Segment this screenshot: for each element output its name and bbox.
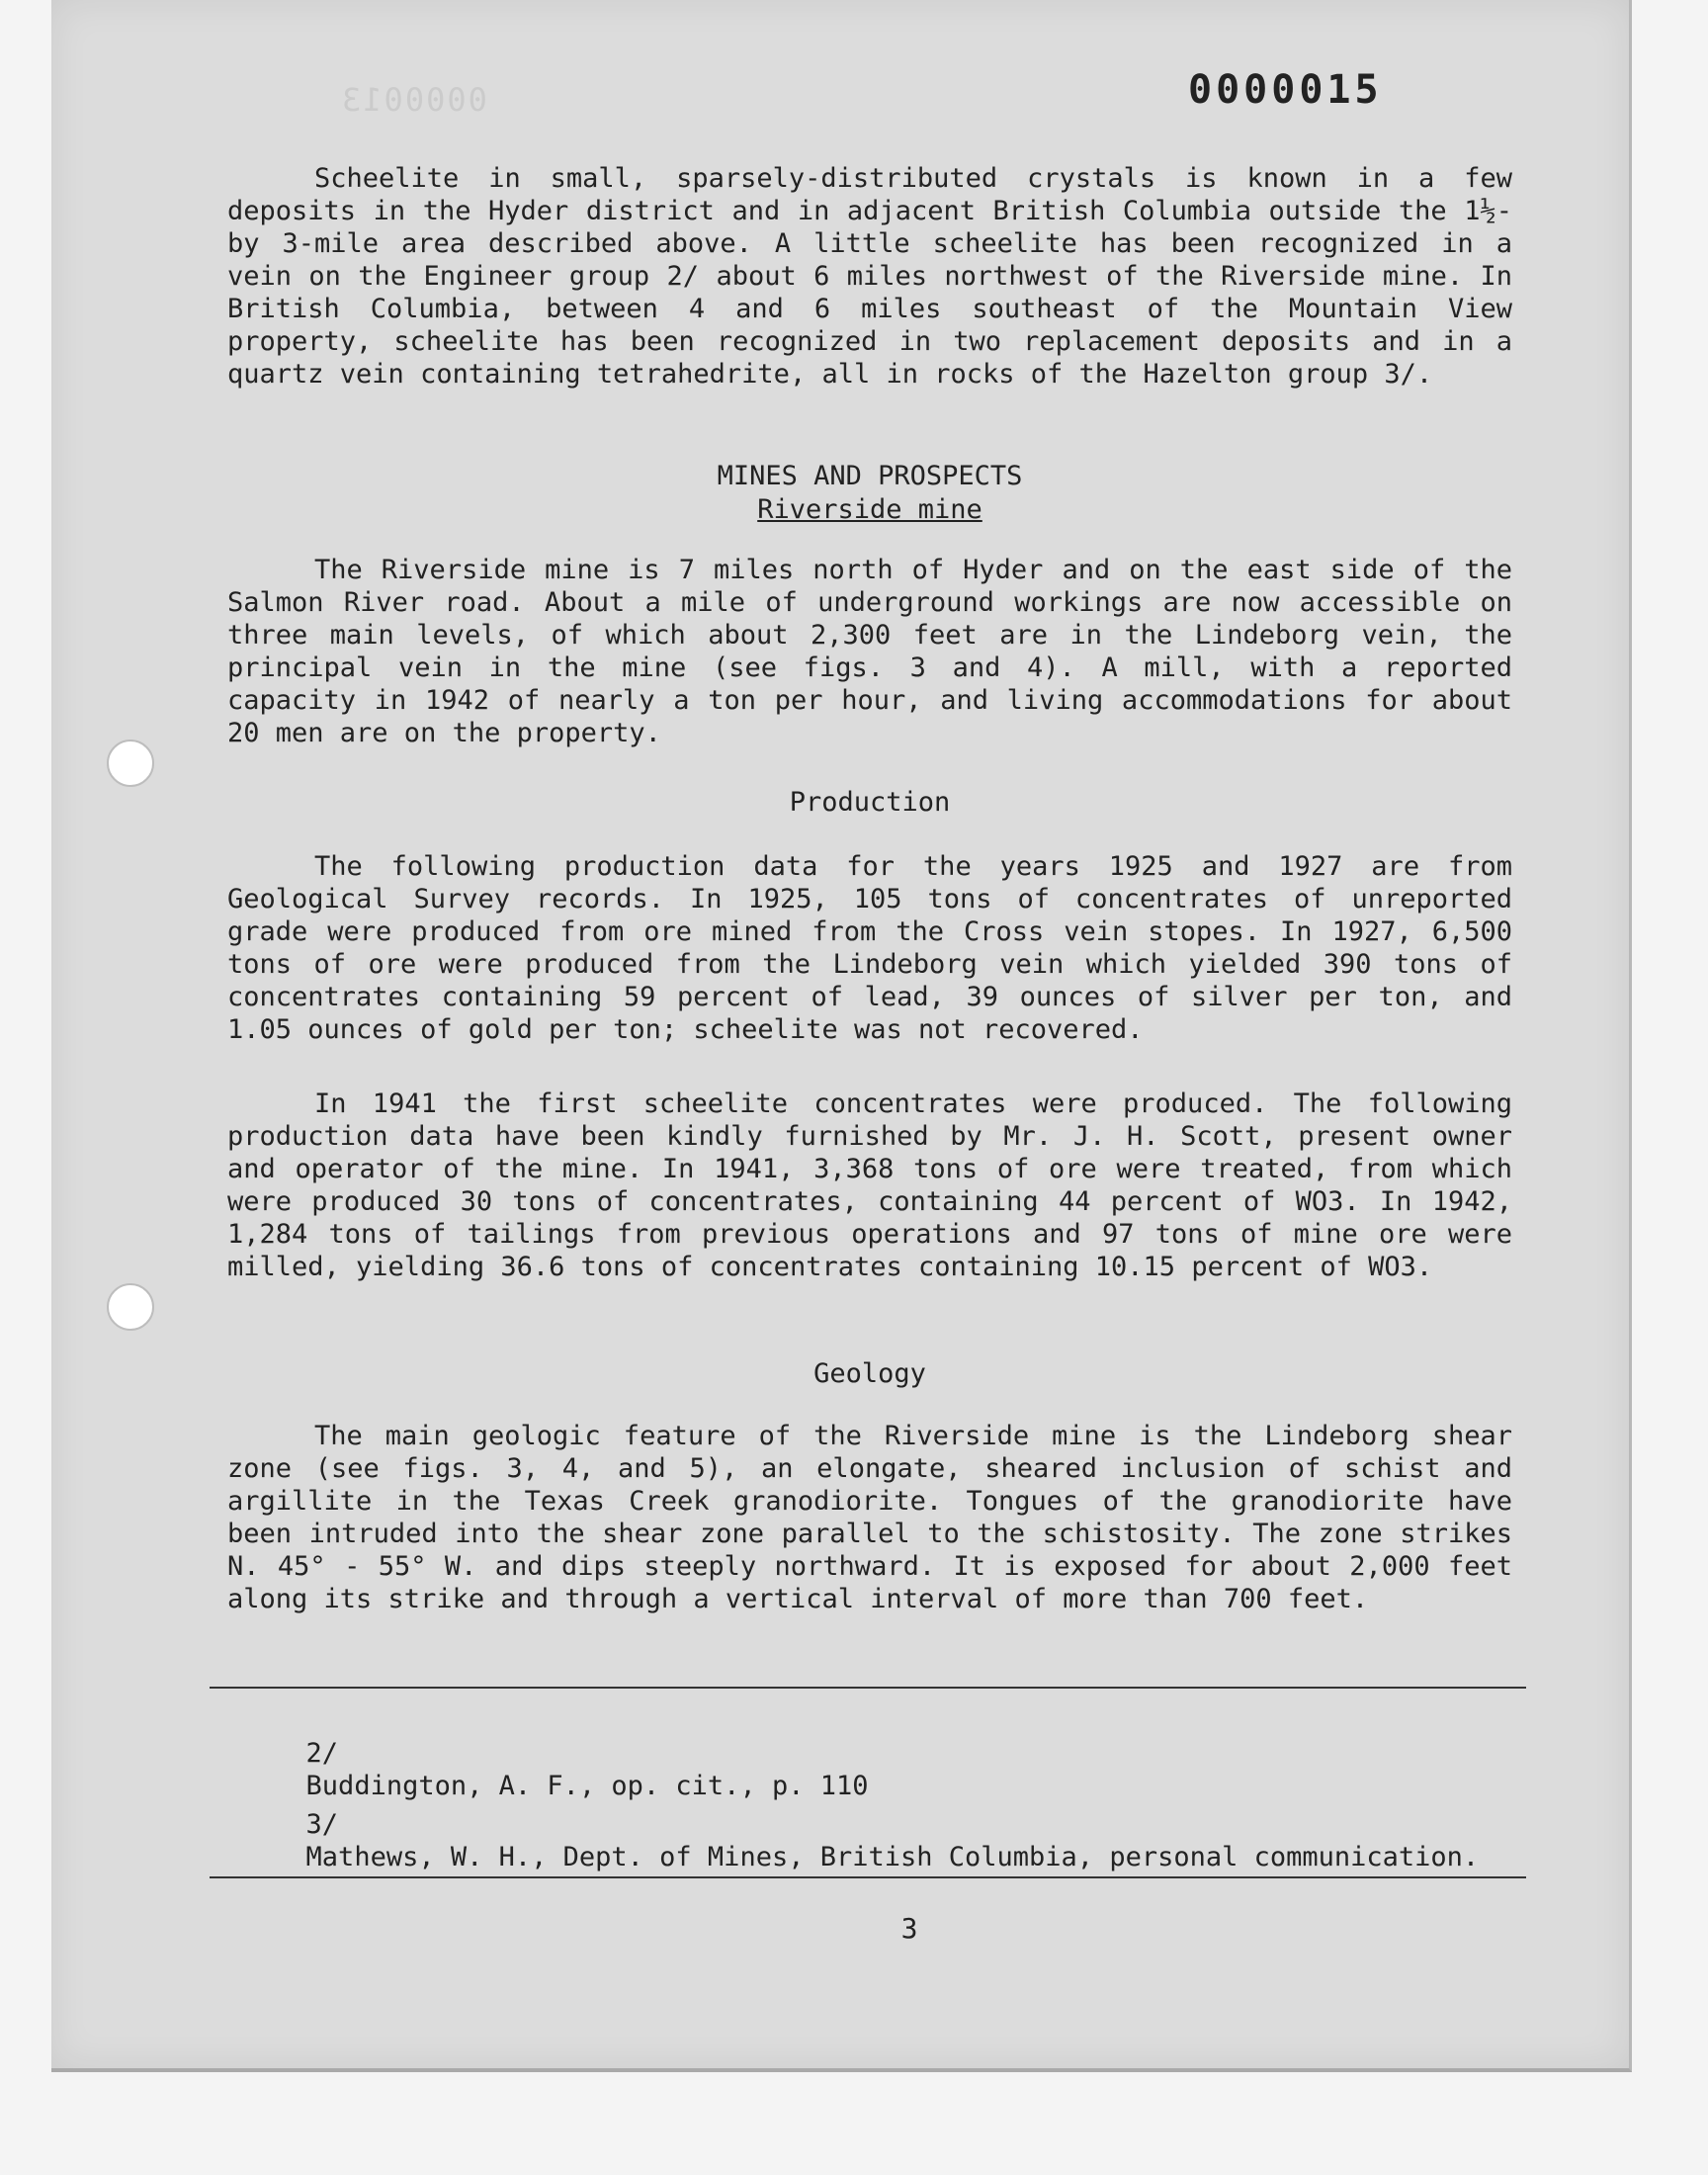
production-block-2 xyxy=(227,1088,1529,1283)
footnote-2 xyxy=(210,1776,1524,1906)
subsection-title: Riverside mine xyxy=(757,494,982,525)
geology-block xyxy=(227,1420,1529,1615)
geology-paragraph: The main geologic feature of the Riverside mine is the Lindeborg shear zone (see figs. 3, 4, and 5), an elongate, sheared inclusion of schist and argillite in the Texas Creek granodiorite. Tongues of the granodiorite have been intruded into the shear zone parallel to the schistosity. The zone strikes N. 45° - 55° W. and dips steeply northward. It is exposed for about 2,000 feet along its strike and through a vertical interval of more than 700 feet. xyxy=(227,1421,1529,1614)
production-heading: Production xyxy=(789,787,951,818)
document-page xyxy=(51,0,1632,2072)
page-id: 0000015 xyxy=(1188,67,1383,113)
geology-heading: Geology xyxy=(813,1358,926,1389)
footnote-1-text: Buddington, A. F., op. cit., p. 110 xyxy=(305,1771,869,1801)
footnote-2-marker: 3/ xyxy=(305,1809,339,1840)
bleed-through-mark: 0000013 xyxy=(340,81,487,119)
production-paragraph-2: In 1941 the first scheelite concentrates were produced. The following production data have been kindly furnished by Mr. J. H. Scott, present owner and operator of the mine. In 1941, 3,368 tons of ore were treated, from which were produced 30 tons of concentrates, containing 44 percent of WO3. In 1942, 1,284 tons of tailings from previous operations and 97 tons of mine ore were milled, yielding 36.6 tons of concentrates containing 10.15 percent of WO3. xyxy=(227,1088,1529,1282)
intro-block xyxy=(227,162,1529,391)
footnote-rule-bottom xyxy=(210,1876,1526,1878)
section-title: MINES AND PROSPECTS xyxy=(717,461,1023,491)
punch-hole-lower xyxy=(107,1283,154,1331)
intro-paragraph: Scheelite in small, sparsely-distributed crystals is known in a few deposits in the Hyder district and in adjacent British Columbia outside the 1½-by 3-mile area described above. A little scheelite has been recognized in a vein on the Engineer group 2/ about 6 miles northwest of the Riverside mine. In British Columbia, between 4 and 6 miles southeast of the Mountain View property, scheelite has been recognized in two replacement deposits and in a quartz vein containing tetrahedrite, all in rocks of the Hazelton group 3/. xyxy=(227,163,1529,390)
punch-hole-upper xyxy=(107,740,154,787)
page-number: 3 xyxy=(900,1912,918,1945)
footnote-1-marker: 2/ xyxy=(305,1738,339,1769)
riverside-paragraph: The Riverside mine is 7 miles north of Hyder and on the east side of the Salmon River road. About a mile of underground workings are now accessible on three main levels, of which about 2,300 feet are in the Lindeborg vein, the principal vein in the mine (see figs. 3 and 4). A mill, with a reported capacity in 1942 of nearly a ton per hour, and living accommodations for about 20 men are on the property. xyxy=(227,555,1529,748)
production-paragraph-1: The following production data for the years 1925 and 1927 are from Geological Survey records. In 1925, 105 tons of concentrates of unreported grade were produced from ore mined from the Cross vein stopes. In 1927, 6,500 tons of ore were produced from the Lindeborg vein which yielded 390 tons of concentrates containing 59 percent of lead, 39 ounces of silver per ton, and 1.05 ounces of gold per ton; scheelite was not recovered. xyxy=(227,851,1529,1045)
footnote-rule-top xyxy=(210,1687,1526,1689)
riverside-block xyxy=(227,554,1529,749)
footnote-2-text: Mathews, W. H., Dept. of Mines, British Columbia, personal communication. xyxy=(305,1842,1480,1872)
production-block-1 xyxy=(227,850,1529,1046)
